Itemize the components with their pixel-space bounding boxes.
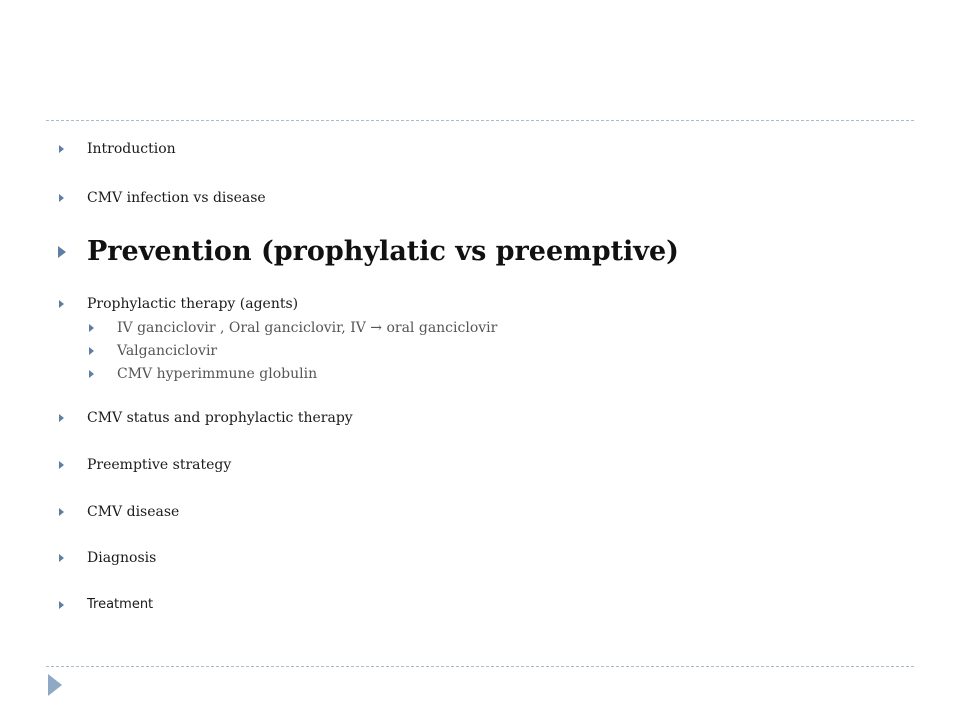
top-divider [46,120,914,121]
outline-subitem-hyperimmune-globulin [89,366,317,382]
outline-item-prevention-current [58,236,679,267]
outline-subitem-valganciclovir [89,343,217,359]
outline-item-label: Valganciclovir [117,343,218,359]
outline-item-label: Treatment [87,597,154,612]
outline-item-label: CMV infection vs disease [87,190,266,206]
outline-item-infection-vs-disease [59,190,266,206]
outline-item-cmv-disease [59,504,179,520]
triangle-bullet-icon [59,194,64,202]
triangle-bullet-icon [59,508,64,516]
triangle-bullet-icon [59,300,64,308]
outline-item-label: Preemptive strategy [87,457,232,473]
triangle-bullet-icon [59,601,64,609]
outline-item-prophylactic-therapy [59,296,298,312]
outline-item-status-and-prophylaxis [59,410,353,426]
triangle-bullet-icon [59,414,64,422]
triangle-bullet-icon [59,145,64,153]
triangle-corner-icon [48,674,62,696]
outline-item-label: Introduction [87,141,176,157]
triangle-bullet-icon [59,554,64,562]
outline-item-diagnosis [59,550,156,566]
triangle-bullet-icon [89,324,94,332]
outline-item-treatment [59,597,153,612]
outline-item-label: IV ganciclovir , Oral ganciclovir, IV → oral ganciclovir [117,320,498,336]
outline-item-label: CMV disease [87,504,180,520]
outline-item-label: CMV hyperimmune globulin [117,366,318,382]
outline-item-introduction [59,141,176,157]
outline-item-label: Prevention (prophylatic vs preemptive) [87,236,679,267]
triangle-bullet-icon [89,347,94,355]
outline-item-label: Prophylactic therapy (agents) [87,296,299,312]
bottom-divider [46,666,914,667]
triangle-bullet-icon [58,246,66,258]
triangle-bullet-icon [89,370,94,378]
outline-item-label: CMV status and prophylactic therapy [87,410,353,426]
outline-subitem-ganciclovir [89,320,497,336]
triangle-bullet-icon [59,461,64,469]
outline-item-preemptive-strategy [59,457,231,473]
outline-item-label: Diagnosis [87,550,157,566]
